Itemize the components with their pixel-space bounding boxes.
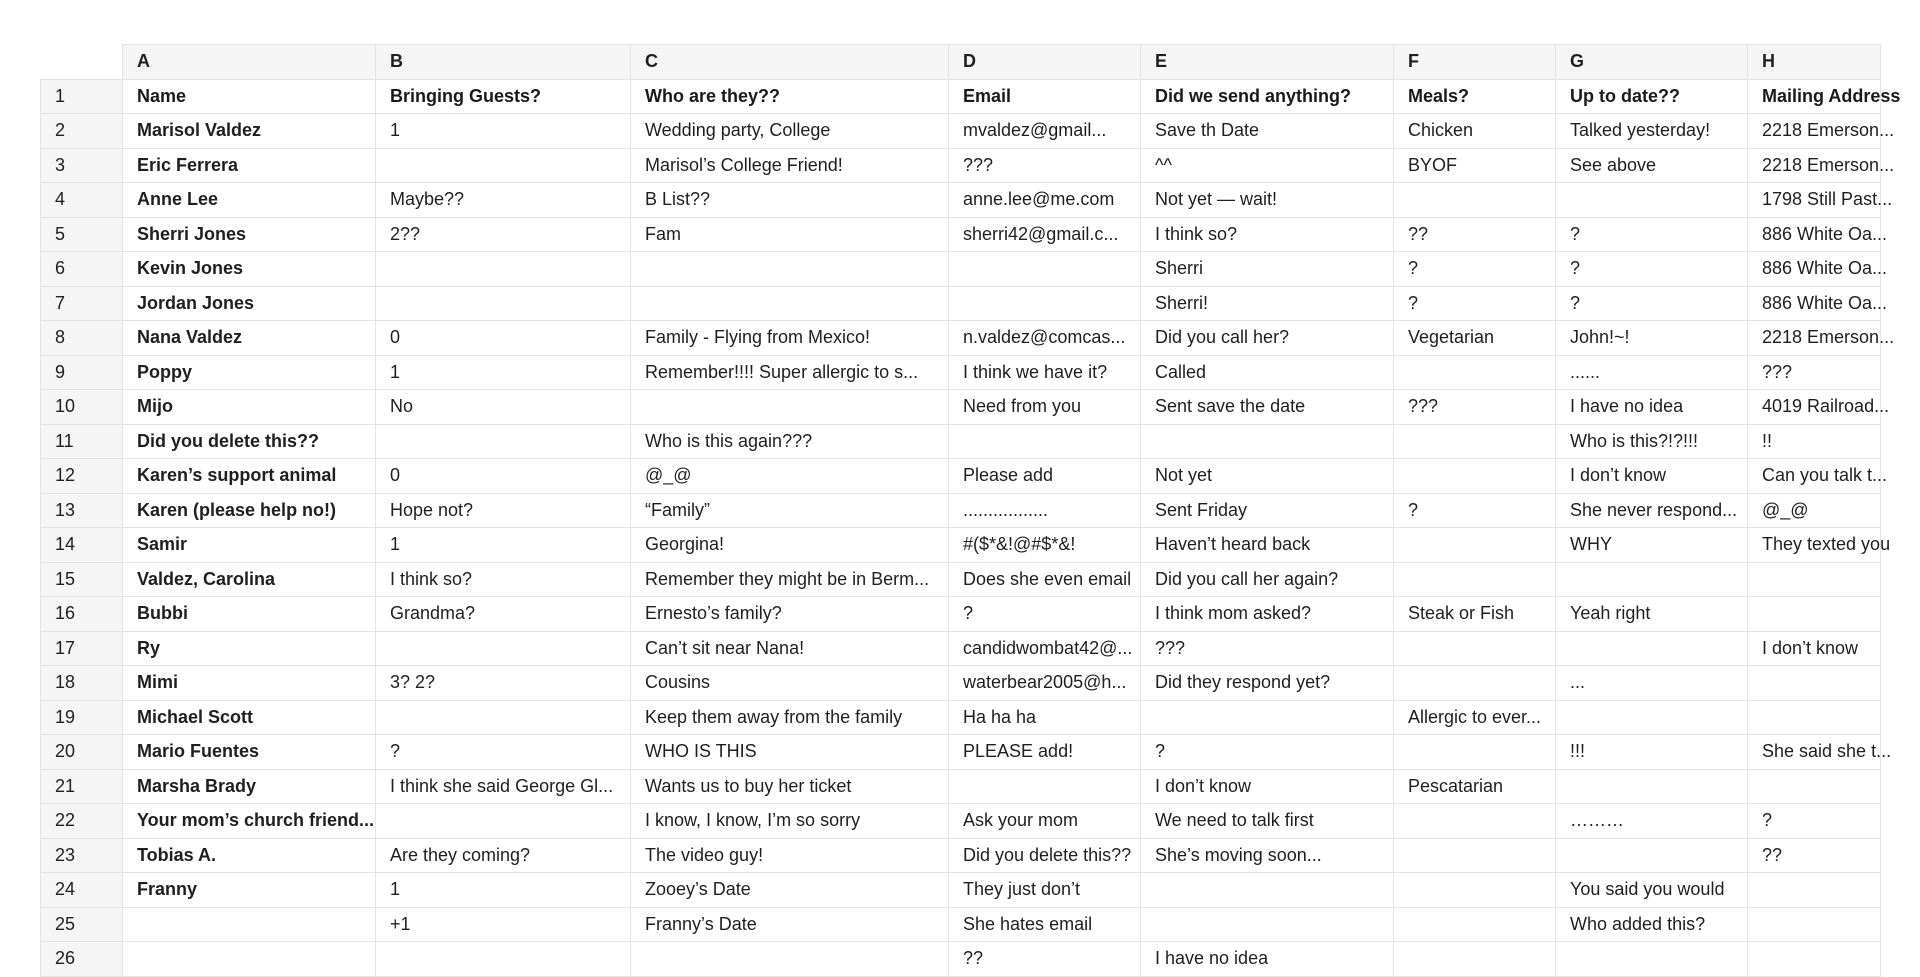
cell-c-4[interactable]: B List?? bbox=[631, 183, 949, 218]
cell-a-19[interactable]: Michael Scott bbox=[123, 700, 376, 735]
table-row bbox=[41, 735, 1881, 770]
table-row bbox=[41, 597, 1881, 632]
table-row bbox=[41, 769, 1881, 804]
cell-b-21[interactable]: I think she said George Gl... bbox=[376, 769, 631, 804]
cell-b-15[interactable]: I think so? bbox=[376, 562, 631, 597]
cell-a-11[interactable]: Did you delete this?? bbox=[123, 424, 376, 459]
cell-f-4[interactable] bbox=[1394, 183, 1556, 218]
table-row bbox=[41, 873, 1881, 908]
cell-g-1[interactable]: Up to date?? bbox=[1556, 79, 1748, 114]
table-row bbox=[41, 666, 1881, 701]
column-header-e[interactable]: E bbox=[1141, 45, 1394, 80]
cell-e-22[interactable]: We need to talk first bbox=[1141, 804, 1394, 839]
row-header[interactable]: 22 bbox=[41, 804, 123, 839]
cell-a-23[interactable]: Tobias A. bbox=[123, 838, 376, 873]
cell-c-2[interactable]: Wedding party, College bbox=[631, 114, 949, 149]
cell-a-17[interactable]: Ry bbox=[123, 631, 376, 666]
table-row bbox=[41, 252, 1881, 287]
table-row bbox=[41, 424, 1881, 459]
cell-h-24[interactable] bbox=[1748, 873, 1881, 908]
cell-h-11[interactable]: !! bbox=[1748, 424, 1881, 459]
cell-g-21[interactable] bbox=[1556, 769, 1748, 804]
cell-b-7[interactable] bbox=[376, 286, 631, 321]
cell-g-10[interactable]: I have no idea bbox=[1556, 390, 1748, 425]
cell-e-14[interactable]: Haven’t heard back bbox=[1141, 528, 1394, 563]
row-header[interactable]: 23 bbox=[41, 838, 123, 873]
cell-d-12[interactable]: Please add bbox=[949, 459, 1141, 494]
cell-d-4[interactable]: anne.lee@me.com bbox=[949, 183, 1141, 218]
column-header-h[interactable]: H bbox=[1748, 45, 1881, 80]
cell-d-16[interactable]: ? bbox=[949, 597, 1141, 632]
cell-g-3[interactable]: See above bbox=[1556, 148, 1748, 183]
cell-a-25[interactable] bbox=[123, 907, 376, 942]
cell-b-2[interactable]: 1 bbox=[376, 114, 631, 149]
table-row bbox=[41, 907, 1881, 942]
cell-f-17[interactable] bbox=[1394, 631, 1556, 666]
cell-a-9[interactable]: Poppy bbox=[123, 355, 376, 390]
cell-c-19[interactable]: Keep them away from the family bbox=[631, 700, 949, 735]
cell-f-11[interactable] bbox=[1394, 424, 1556, 459]
cell-d-13[interactable]: ................. bbox=[949, 493, 1141, 528]
cell-c-13[interactable]: “Family” bbox=[631, 493, 949, 528]
cell-e-26[interactable]: I have no idea bbox=[1141, 942, 1394, 977]
select-all-corner[interactable] bbox=[41, 45, 123, 80]
cell-c-1[interactable]: Who are they?? bbox=[631, 79, 949, 114]
cell-a-10[interactable]: Mijo bbox=[123, 390, 376, 425]
cell-h-12[interactable]: Can you talk t... bbox=[1748, 459, 1881, 494]
cell-f-8[interactable]: Vegetarian bbox=[1394, 321, 1556, 356]
guest-list-table bbox=[40, 44, 1901, 977]
cell-d-20[interactable]: PLEASE add! bbox=[949, 735, 1141, 770]
row-header[interactable]: 17 bbox=[41, 631, 123, 666]
row-header[interactable]: 11 bbox=[41, 424, 123, 459]
cell-d-2[interactable]: mvaldez@gmail... bbox=[949, 114, 1141, 149]
cell-b-14[interactable]: 1 bbox=[376, 528, 631, 563]
cell-g-7[interactable]: ? bbox=[1556, 286, 1748, 321]
cell-b-20[interactable]: ? bbox=[376, 735, 631, 770]
cell-d-14[interactable]: #($*&!@#$*&! bbox=[949, 528, 1141, 563]
cell-e-9[interactable]: Called bbox=[1141, 355, 1394, 390]
table-row bbox=[41, 148, 1881, 183]
row-header[interactable]: 26 bbox=[41, 942, 123, 977]
cell-g-16[interactable]: Yeah right bbox=[1556, 597, 1748, 632]
cell-g-14[interactable]: WHY bbox=[1556, 528, 1748, 563]
row-header[interactable]: 5 bbox=[41, 217, 123, 252]
cell-g-15[interactable] bbox=[1556, 562, 1748, 597]
cell-d-9[interactable]: I think we have it? bbox=[949, 355, 1141, 390]
cell-f-26[interactable] bbox=[1394, 942, 1556, 977]
cell-c-15[interactable]: Remember they might be in Berm... bbox=[631, 562, 949, 597]
cell-a-22[interactable]: Your mom’s church friend... bbox=[123, 804, 376, 839]
cell-g-26[interactable] bbox=[1556, 942, 1748, 977]
cell-b-25[interactable]: +1 bbox=[376, 907, 631, 942]
cell-e-16[interactable]: I think mom asked? bbox=[1141, 597, 1394, 632]
cell-h-16[interactable] bbox=[1748, 597, 1881, 632]
cell-c-18[interactable]: Cousins bbox=[631, 666, 949, 701]
table-row bbox=[41, 217, 1881, 252]
cell-h-21[interactable] bbox=[1748, 769, 1881, 804]
cell-f-21[interactable]: Pescatarian bbox=[1394, 769, 1556, 804]
cell-c-22[interactable]: I know, I know, I’m so sorry bbox=[631, 804, 949, 839]
cell-f-19[interactable]: Allergic to ever... bbox=[1394, 700, 1556, 735]
cell-f-23[interactable] bbox=[1394, 838, 1556, 873]
cell-d-1[interactable]: Email bbox=[949, 79, 1141, 114]
cell-g-5[interactable]: ? bbox=[1556, 217, 1748, 252]
cell-a-2[interactable]: Marisol Valdez bbox=[123, 114, 376, 149]
table-row bbox=[41, 355, 1881, 390]
cell-b-26[interactable] bbox=[376, 942, 631, 977]
row-header[interactable]: 14 bbox=[41, 528, 123, 563]
cell-f-9[interactable] bbox=[1394, 355, 1556, 390]
cell-e-21[interactable]: I don’t know bbox=[1141, 769, 1394, 804]
cell-b-11[interactable] bbox=[376, 424, 631, 459]
cell-e-15[interactable]: Did you call her again? bbox=[1141, 562, 1394, 597]
cell-a-16[interactable]: Bubbi bbox=[123, 597, 376, 632]
table-row bbox=[41, 631, 1881, 666]
cell-c-9[interactable]: Remember!!!! Super allergic to s... bbox=[631, 355, 949, 390]
cell-d-11[interactable] bbox=[949, 424, 1141, 459]
column-header-row bbox=[41, 45, 1881, 80]
cell-h-15[interactable] bbox=[1748, 562, 1881, 597]
cell-e-7[interactable]: Sherri! bbox=[1141, 286, 1394, 321]
cell-h-8[interactable]: 2218 Emerson... bbox=[1748, 321, 1881, 356]
cell-f-16[interactable]: Steak or Fish bbox=[1394, 597, 1556, 632]
table-row bbox=[41, 114, 1881, 149]
cell-e-25[interactable] bbox=[1141, 907, 1394, 942]
cell-c-6[interactable] bbox=[631, 252, 949, 287]
cell-e-10[interactable]: Sent save the date bbox=[1141, 390, 1394, 425]
cell-f-7[interactable]: ? bbox=[1394, 286, 1556, 321]
cell-f-12[interactable] bbox=[1394, 459, 1556, 494]
cell-c-23[interactable]: The video guy! bbox=[631, 838, 949, 873]
cell-c-17[interactable]: Can’t sit near Nana! bbox=[631, 631, 949, 666]
cell-d-19[interactable]: Ha ha ha bbox=[949, 700, 1141, 735]
table-row bbox=[41, 804, 1881, 839]
row-header[interactable]: 19 bbox=[41, 700, 123, 735]
cell-c-21[interactable]: Wants us to buy her ticket bbox=[631, 769, 949, 804]
cell-d-10[interactable]: Need from you bbox=[949, 390, 1141, 425]
cell-a-12[interactable]: Karen’s support animal bbox=[123, 459, 376, 494]
cell-b-5[interactable]: 2?? bbox=[376, 217, 631, 252]
cell-b-22[interactable] bbox=[376, 804, 631, 839]
cell-h-3[interactable]: 2218 Emerson... bbox=[1748, 148, 1881, 183]
cell-c-16[interactable]: Ernesto’s family? bbox=[631, 597, 949, 632]
cell-b-9[interactable]: 1 bbox=[376, 355, 631, 390]
cell-h-20[interactable]: She said she t... bbox=[1748, 735, 1881, 770]
cell-d-5[interactable]: sherri42@gmail.c... bbox=[949, 217, 1141, 252]
cell-g-20[interactable]: !!! bbox=[1556, 735, 1748, 770]
cell-c-7[interactable] bbox=[631, 286, 949, 321]
cell-b-4[interactable]: Maybe?? bbox=[376, 183, 631, 218]
table-row bbox=[41, 390, 1881, 425]
table-row bbox=[41, 459, 1881, 494]
cell-f-5[interactable]: ?? bbox=[1394, 217, 1556, 252]
cell-f-1[interactable]: Meals? bbox=[1394, 79, 1556, 114]
cell-g-13[interactable]: She never respond... bbox=[1556, 493, 1748, 528]
cell-h-19[interactable] bbox=[1748, 700, 1881, 735]
row-header[interactable]: 3 bbox=[41, 148, 123, 183]
cell-d-7[interactable] bbox=[949, 286, 1141, 321]
cell-a-4[interactable]: Anne Lee bbox=[123, 183, 376, 218]
cell-f-13[interactable]: ? bbox=[1394, 493, 1556, 528]
cell-e-18[interactable]: Did they respond yet? bbox=[1141, 666, 1394, 701]
cell-g-2[interactable]: Talked yesterday! bbox=[1556, 114, 1748, 149]
cell-a-14[interactable]: Samir bbox=[123, 528, 376, 563]
cell-h-18[interactable] bbox=[1748, 666, 1881, 701]
cell-b-18[interactable]: 3? 2? bbox=[376, 666, 631, 701]
column-header-b[interactable]: B bbox=[376, 45, 631, 80]
row-header[interactable]: 20 bbox=[41, 735, 123, 770]
cell-a-26[interactable] bbox=[123, 942, 376, 977]
cell-g-24[interactable]: You said you would bbox=[1556, 873, 1748, 908]
cell-g-25[interactable]: Who added this? bbox=[1556, 907, 1748, 942]
table-row bbox=[41, 562, 1881, 597]
cell-f-15[interactable] bbox=[1394, 562, 1556, 597]
row-header[interactable]: 8 bbox=[41, 321, 123, 356]
row-header[interactable]: 12 bbox=[41, 459, 123, 494]
cell-c-12[interactable]: @_@ bbox=[631, 459, 949, 494]
cell-c-25[interactable]: Franny’s Date bbox=[631, 907, 949, 942]
cell-g-8[interactable]: John!~! bbox=[1556, 321, 1748, 356]
cell-g-9[interactable]: ...... bbox=[1556, 355, 1748, 390]
cell-f-25[interactable] bbox=[1394, 907, 1556, 942]
cell-e-19[interactable] bbox=[1141, 700, 1394, 735]
cell-e-20[interactable]: ? bbox=[1141, 735, 1394, 770]
column-header-a[interactable]: A bbox=[123, 45, 376, 80]
cell-b-19[interactable] bbox=[376, 700, 631, 735]
cell-f-18[interactable] bbox=[1394, 666, 1556, 701]
column-header-d[interactable]: D bbox=[949, 45, 1141, 80]
cell-e-17[interactable]: ??? bbox=[1141, 631, 1394, 666]
cell-a-15[interactable]: Valdez, Carolina bbox=[123, 562, 376, 597]
cell-a-3[interactable]: Eric Ferrera bbox=[123, 148, 376, 183]
cell-c-5[interactable]: Fam bbox=[631, 217, 949, 252]
cell-e-1[interactable]: Did we send anything? bbox=[1141, 79, 1394, 114]
cell-f-22[interactable] bbox=[1394, 804, 1556, 839]
cell-d-8[interactable]: n.valdez@comcas... bbox=[949, 321, 1141, 356]
cell-b-16[interactable]: Grandma? bbox=[376, 597, 631, 632]
table-row bbox=[41, 286, 1881, 321]
cell-f-10[interactable]: ??? bbox=[1394, 390, 1556, 425]
cell-f-20[interactable] bbox=[1394, 735, 1556, 770]
row-header[interactable]: 25 bbox=[41, 907, 123, 942]
cell-b-24[interactable]: 1 bbox=[376, 873, 631, 908]
cell-d-15[interactable]: Does she even email bbox=[949, 562, 1141, 597]
cell-b-13[interactable]: Hope not? bbox=[376, 493, 631, 528]
cell-b-3[interactable] bbox=[376, 148, 631, 183]
cell-d-26[interactable]: ?? bbox=[949, 942, 1141, 977]
table-row bbox=[41, 838, 1881, 873]
cell-d-24[interactable]: They just don’t bbox=[949, 873, 1141, 908]
cell-c-8[interactable]: Family - Flying from Mexico! bbox=[631, 321, 949, 356]
row-header[interactable]: 4 bbox=[41, 183, 123, 218]
row-header[interactable]: 13 bbox=[41, 493, 123, 528]
row-header[interactable]: 2 bbox=[41, 114, 123, 149]
row-header[interactable]: 18 bbox=[41, 666, 123, 701]
row-header[interactable]: 15 bbox=[41, 562, 123, 597]
column-header-c[interactable]: C bbox=[631, 45, 949, 80]
cell-h-1[interactable]: Mailing Address bbox=[1748, 79, 1881, 114]
cell-h-22[interactable]: ? bbox=[1748, 804, 1881, 839]
cell-h-25[interactable] bbox=[1748, 907, 1881, 942]
cell-d-18[interactable]: waterbear2005@h... bbox=[949, 666, 1141, 701]
cell-g-19[interactable] bbox=[1556, 700, 1748, 735]
cell-d-23[interactable]: Did you delete this?? bbox=[949, 838, 1141, 873]
cell-b-17[interactable] bbox=[376, 631, 631, 666]
row-header[interactable]: 21 bbox=[41, 769, 123, 804]
cell-h-17[interactable]: I don’t know bbox=[1748, 631, 1881, 666]
cell-a-5[interactable]: Sherri Jones bbox=[123, 217, 376, 252]
cell-a-20[interactable]: Mario Fuentes bbox=[123, 735, 376, 770]
table-row bbox=[41, 493, 1881, 528]
table-row bbox=[41, 700, 1881, 735]
cell-g-17[interactable] bbox=[1556, 631, 1748, 666]
cell-h-13[interactable]: @_@ bbox=[1748, 493, 1881, 528]
table-row bbox=[41, 183, 1881, 218]
cell-h-14[interactable]: They texted you bbox=[1748, 528, 1881, 563]
row-header[interactable]: 16 bbox=[41, 597, 123, 632]
cell-h-10[interactable]: 4019 Railroad... bbox=[1748, 390, 1881, 425]
cell-c-24[interactable]: Zooey’s Date bbox=[631, 873, 949, 908]
cell-c-11[interactable]: Who is this again??? bbox=[631, 424, 949, 459]
cell-g-22[interactable]: ……… bbox=[1556, 804, 1748, 839]
cell-d-25[interactable]: She hates email bbox=[949, 907, 1141, 942]
cell-b-10[interactable]: No bbox=[376, 390, 631, 425]
row-header[interactable]: 7 bbox=[41, 286, 123, 321]
cell-h-7[interactable]: 886 White Oa... bbox=[1748, 286, 1881, 321]
cell-e-23[interactable]: She’s moving soon... bbox=[1141, 838, 1394, 873]
cell-g-4[interactable] bbox=[1556, 183, 1748, 218]
cell-e-13[interactable]: Sent Friday bbox=[1141, 493, 1394, 528]
column-header-g[interactable]: G bbox=[1556, 45, 1748, 80]
cell-c-10[interactable] bbox=[631, 390, 949, 425]
cell-a-18[interactable]: Mimi bbox=[123, 666, 376, 701]
cell-h-23[interactable]: ?? bbox=[1748, 838, 1881, 873]
cell-d-3[interactable]: ??? bbox=[949, 148, 1141, 183]
cell-d-22[interactable]: Ask your mom bbox=[949, 804, 1141, 839]
cell-e-24[interactable] bbox=[1141, 873, 1394, 908]
cell-h-4[interactable]: 1798 Still Past... bbox=[1748, 183, 1881, 218]
cell-a-6[interactable]: Kevin Jones bbox=[123, 252, 376, 287]
cell-b-8[interactable]: 0 bbox=[376, 321, 631, 356]
row-header[interactable]: 1 bbox=[41, 79, 123, 114]
row-header[interactable]: 9 bbox=[41, 355, 123, 390]
cell-f-3[interactable]: BYOF bbox=[1394, 148, 1556, 183]
cell-d-17[interactable]: candidwombat42@... bbox=[949, 631, 1141, 666]
cell-e-8[interactable]: Did you call her? bbox=[1141, 321, 1394, 356]
cell-h-9[interactable]: ??? bbox=[1748, 355, 1881, 390]
cell-e-3[interactable]: ^^ bbox=[1141, 148, 1394, 183]
cell-b-12[interactable]: 0 bbox=[376, 459, 631, 494]
cell-c-26[interactable] bbox=[631, 942, 949, 977]
cell-f-6[interactable]: ? bbox=[1394, 252, 1556, 287]
cell-a-7[interactable]: Jordan Jones bbox=[123, 286, 376, 321]
cell-c-20[interactable]: WHO IS THIS bbox=[631, 735, 949, 770]
cell-a-21[interactable]: Marsha Brady bbox=[123, 769, 376, 804]
cell-h-2[interactable]: 2218 Emerson... bbox=[1748, 114, 1881, 149]
cell-e-4[interactable]: Not yet — wait! bbox=[1141, 183, 1394, 218]
cell-b-6[interactable] bbox=[376, 252, 631, 287]
cell-a-8[interactable]: Nana Valdez bbox=[123, 321, 376, 356]
cell-h-5[interactable]: 886 White Oa... bbox=[1748, 217, 1881, 252]
cell-h-6[interactable]: 886 White Oa... bbox=[1748, 252, 1881, 287]
cell-g-18[interactable]: ... bbox=[1556, 666, 1748, 701]
table-row bbox=[41, 321, 1881, 356]
cell-a-24[interactable]: Franny bbox=[123, 873, 376, 908]
cell-f-14[interactable] bbox=[1394, 528, 1556, 563]
cell-d-6[interactable] bbox=[949, 252, 1141, 287]
cell-g-23[interactable] bbox=[1556, 838, 1748, 873]
cell-g-12[interactable]: I don’t know bbox=[1556, 459, 1748, 494]
cell-b-1[interactable]: Bringing Guests? bbox=[376, 79, 631, 114]
cell-e-11[interactable] bbox=[1141, 424, 1394, 459]
cell-g-6[interactable]: ? bbox=[1556, 252, 1748, 287]
cell-c-3[interactable]: Marisol’s College Friend! bbox=[631, 148, 949, 183]
cell-b-23[interactable]: Are they coming? bbox=[376, 838, 631, 873]
row-header[interactable]: 10 bbox=[41, 390, 123, 425]
cell-h-26[interactable] bbox=[1748, 942, 1881, 977]
sheet-body bbox=[41, 79, 1901, 976]
cell-g-11[interactable]: Who is this?!?!!! bbox=[1556, 424, 1748, 459]
cell-f-2[interactable]: Chicken bbox=[1394, 114, 1556, 149]
column-header-f[interactable]: F bbox=[1394, 45, 1556, 80]
cell-e-6[interactable]: Sherri bbox=[1141, 252, 1394, 287]
table-row bbox=[41, 79, 1881, 114]
row-header[interactable]: 24 bbox=[41, 873, 123, 908]
cell-c-14[interactable]: Georgina! bbox=[631, 528, 949, 563]
cell-a-13[interactable]: Karen (please help no!) bbox=[123, 493, 376, 528]
cell-e-5[interactable]: I think so? bbox=[1141, 217, 1394, 252]
cell-f-24[interactable] bbox=[1394, 873, 1556, 908]
spreadsheet-grid bbox=[40, 44, 1920, 977]
cell-e-12[interactable]: Not yet bbox=[1141, 459, 1394, 494]
table-row bbox=[41, 528, 1881, 563]
cell-d-21[interactable] bbox=[949, 769, 1141, 804]
cell-e-2[interactable]: Save th Date bbox=[1141, 114, 1394, 149]
row-header[interactable]: 6 bbox=[41, 252, 123, 287]
table-row bbox=[41, 942, 1881, 977]
cell-a-1[interactable]: Name bbox=[123, 79, 376, 114]
